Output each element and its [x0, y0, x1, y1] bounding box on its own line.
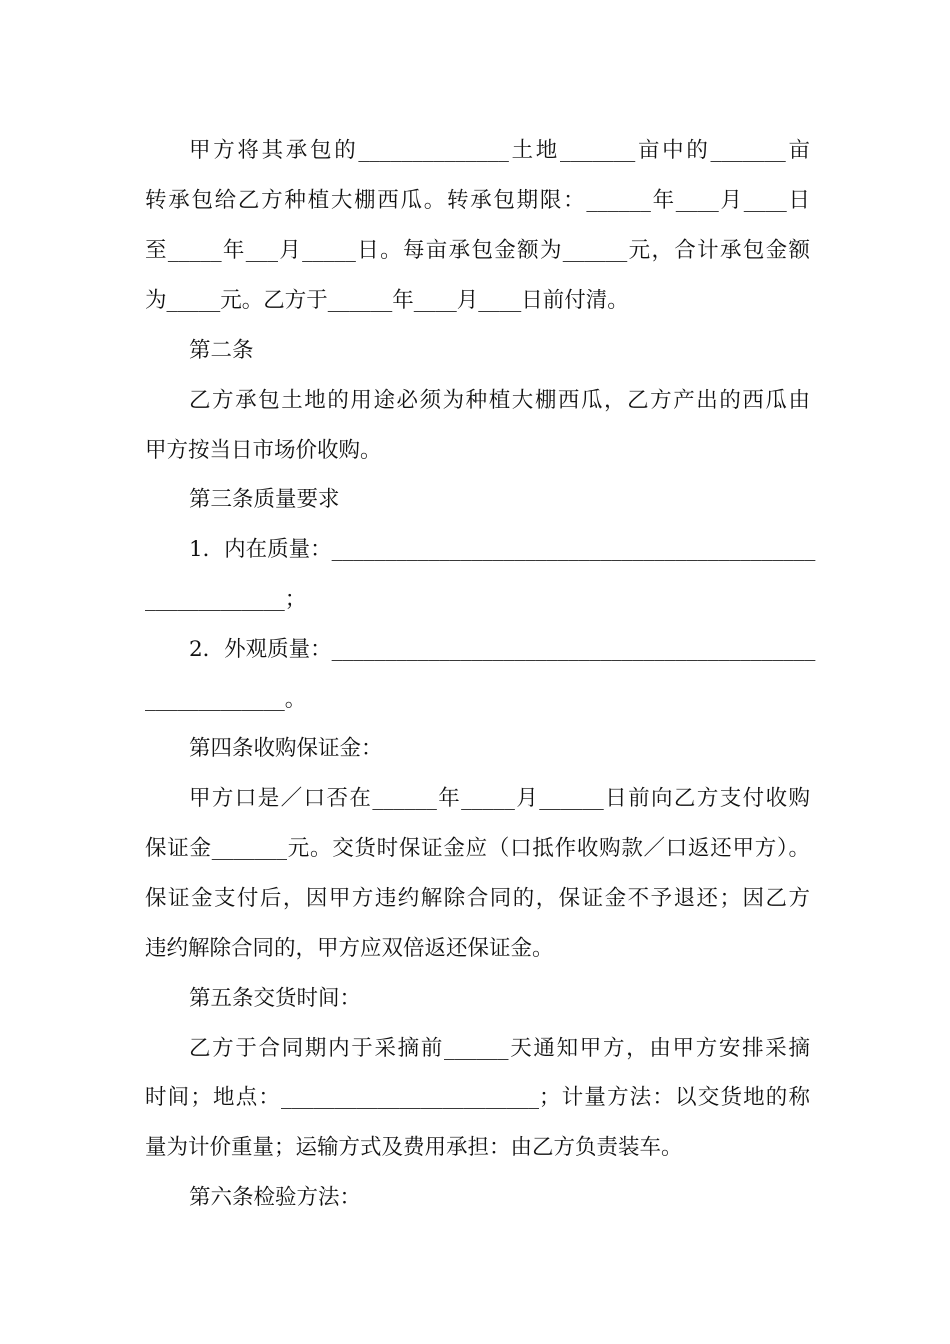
article-2-line-1: 乙方承包土地的用途必须为种植大棚西瓜，乙方产出的西瓜由: [189, 388, 810, 413]
article-4-line-4: 违约解除合同的，甲方应双倍返还保证金。: [145, 936, 554, 961]
clause-1-line-1: 甲方将其承包的______________土地_______亩中的_______亩: [189, 138, 810, 163]
article-4-heading: 第四条收购保证金：: [189, 736, 383, 761]
article-5-line-2: 时间；地点：________________________；计量方法：以交货地的称: [145, 1085, 810, 1110]
clause-1-line-3: 至_____年___月_____日。每亩承包金额为______元，合计承包金额: [145, 238, 810, 263]
article-5-heading: 第五条交货时间：: [189, 986, 362, 1011]
article-2-heading: 第二条: [189, 338, 254, 363]
article-3-heading: 第三条质量要求: [189, 487, 340, 512]
appearance-quality-line: 2．外观质量：_____________________________________________: [189, 637, 816, 662]
article-2-line-2: 甲方按当日市场价收购。: [145, 438, 382, 463]
article-6-heading: 第六条检验方法：: [189, 1185, 362, 1210]
clause-1-line-4: 为_____元。乙方于______年____月____日前付清。: [145, 288, 629, 313]
inner-quality-line: 1．内在质量：_____________________________________________: [189, 537, 816, 562]
article-4-line-1: 甲方口是／口否在______年_____月______日前向乙方支付收购: [189, 786, 810, 811]
appearance-quality-continuation: _____________。: [145, 687, 307, 712]
article-5-line-1: 乙方于合同期内于采摘前______天通知甲方，由甲方安排采摘: [189, 1036, 810, 1061]
article-4-line-3: 保证金支付后，因甲方违约解除合同的，保证金不予退还；因乙方: [145, 886, 810, 911]
inner-quality-continuation: _____________；: [145, 587, 307, 612]
article-4-line-2: 保证金_______元。交货时保证金应（口抵作收购款／口返还甲方）。: [145, 836, 810, 861]
clause-1-line-2: 转承包给乙方种植大棚西瓜。转承包期限：______年____月____日: [145, 188, 810, 213]
article-5-line-3: 量为计价重量；运输方式及费用承担：由乙方负责装车。: [145, 1135, 683, 1160]
